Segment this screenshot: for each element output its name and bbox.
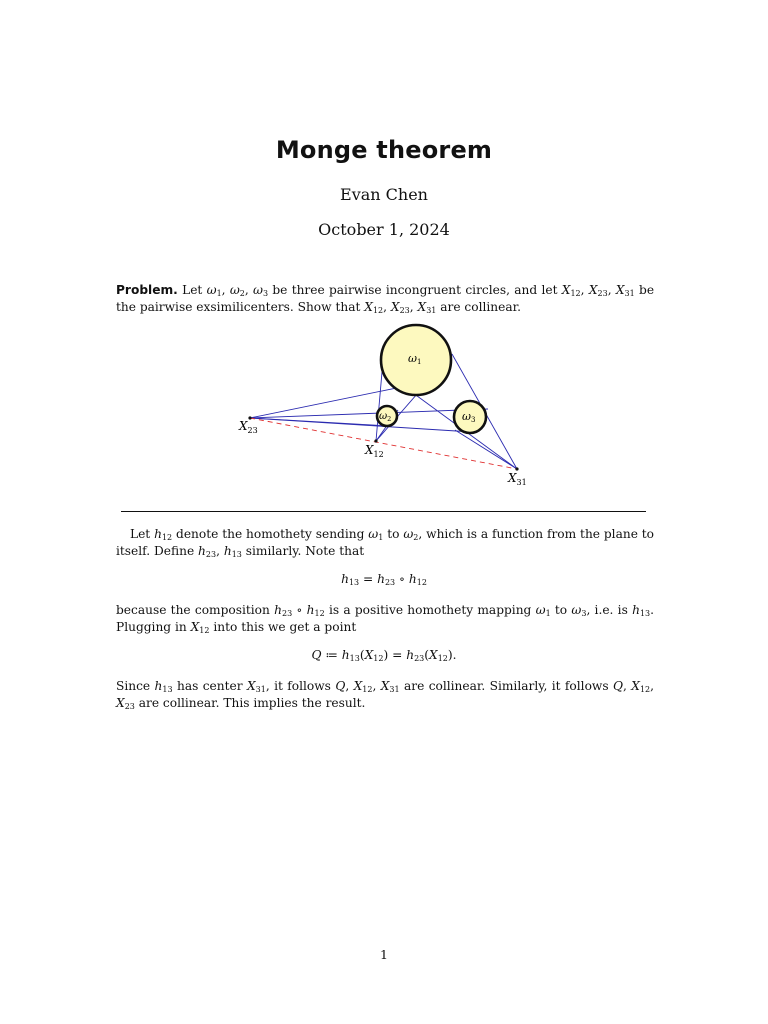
date: October 1, 2024	[318, 220, 450, 239]
point-X12	[374, 439, 377, 442]
label-omega1: ω1	[408, 352, 422, 366]
problem-statement: Problem. Let $\omega_1$, $\omega_2$, $\omega_3$ be three pairwise incongruent circles, and let $X_{12}$, $X_{23}$, $X_{31}$ be the pairwise exsimilicenters. Show that $X_{12}$, $X_{23}$, $X_{31}$ are collinear.	[116, 283, 655, 315]
section-divider	[121, 511, 646, 512]
label-X23: $X_{23}$	[239, 419, 258, 435]
equation-composition: $h_{13} = h_{23}$ ∘ $h_{12}$	[341, 572, 427, 587]
label-omega2: $\omega_2$	[379, 411, 392, 423]
proof-paragraph-3: Since $h_{13}$ has center $X_{31}$, it follows Q, $X_{12}$, $X_{31}$ are collinear. Similarly, it follows Q, $X_{12}$, $X_{23}$ are collinear. This implies the result.	[116, 679, 654, 711]
monge-figure	[0, 0, 768, 500]
point-X23	[248, 416, 251, 419]
label-omega3: ω3	[462, 410, 476, 424]
equation-point-Q: Q ≔ $h_{13}(X_{12}) = h_{23}(X_{12})$.	[311, 648, 457, 663]
author: Evan Chen	[340, 185, 428, 204]
page-title: Monge theorem	[275, 136, 493, 164]
page-number: 1	[380, 947, 388, 962]
label-X12: $X_{12}$	[365, 443, 384, 459]
tangent-line	[455, 430, 517, 469]
proof-paragraph-1: Let $h_{12}$ denote the homothety sending $\omega_1$ to $\omega_2$, which is a function from the plane to itself. Define $h_{23}$, $h_{13}$ similarly. Note that	[116, 527, 655, 559]
label-X31: $X_{31}$	[508, 471, 527, 487]
proof-paragraph-2: because the composition $h_{23}$ ∘ $h_{12}$ is a positive homothety mapping $\omega_1$ to $\omega_3$, i.e. is $h_{13}$. Plugging in $X_{12}$ into this we get a point	[116, 603, 654, 635]
problem-label: Problem.	[116, 283, 178, 297]
